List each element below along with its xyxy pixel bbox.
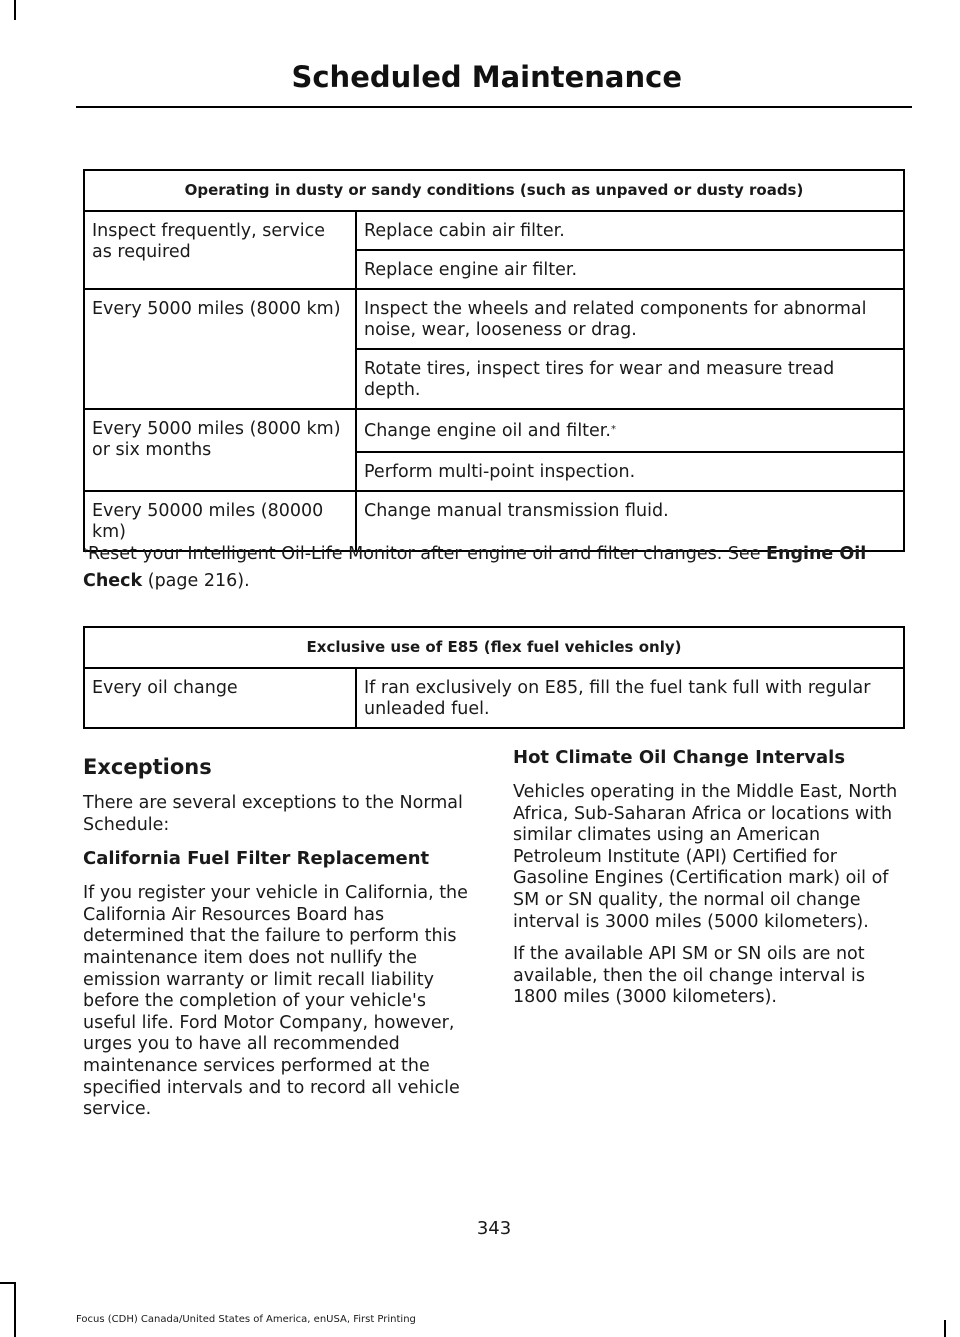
footnote-marker: * (83, 547, 88, 558)
table-cell-frequency: Every 5000 miles (8000 km) (84, 289, 356, 409)
hot-climate-column (513, 747, 905, 1020)
table-cell-frequency: Every 50000 miles (80000 km) (84, 491, 356, 551)
exceptions-column (83, 752, 475, 1132)
table-title: Exclusive use of E85 (flex fuel vehicles only) (84, 627, 904, 668)
crop-mark (0, 1282, 16, 1284)
page-header (76, 58, 912, 108)
subsection-heading: Hot Climate Oil Change Intervals (513, 747, 846, 768)
table-cell-frequency: Every 5000 miles (8000 km) or six months (84, 409, 356, 491)
table-title: Operating in dusty or sandy conditions (such as unpaved or dusty roads) (84, 170, 904, 211)
table-cell-action: Replace cabin air filter. (356, 211, 904, 250)
table-cell-action: Rotate tires, inspect tires for wear and measure tread depth. (356, 349, 904, 409)
page-number: 343 (476, 1218, 512, 1239)
table-cell-frequency: Inspect frequently, service as required (84, 211, 356, 289)
section-heading: Exceptions (83, 755, 212, 779)
footnote (83, 541, 905, 595)
page-reference: (page 216). (142, 571, 250, 591)
dusty-conditions-table (83, 169, 905, 552)
paragraph: If the available API SM or SN oils are not available, then the oil change interval is 1800 miles (3000 kilometers). (513, 944, 865, 1008)
crop-mark (944, 1320, 946, 1337)
page-title: Scheduled Maintenance (291, 60, 682, 94)
paragraph: Vehicles operating in the Middle East, North Africa, Sub-Saharan Africa or locations with similar climates using an American Petroleum Institute (API) Certified for Gasoline Engines (Certification mark) oil of SM or SN quality, the normal oil change interval is 3000 miles (5000 kilometers). (513, 782, 898, 932)
crop-mark (14, 0, 16, 20)
table-cell-action: Replace engine air filter. (356, 250, 904, 289)
crop-mark (14, 1282, 16, 1337)
paragraph: There are several exceptions to the Normal Schedule: (83, 793, 463, 835)
cross-reference-link[interactable]: Engine Oil Check (83, 544, 867, 591)
table-cell-action: Perform multi-point inspection. (356, 452, 904, 491)
table-cell-action: Change manual transmission fluid. (356, 491, 904, 551)
subsection-heading: California Fuel Filter Replacement (83, 848, 430, 870)
footnote-marker: * (610, 424, 616, 435)
e85-table (83, 626, 905, 729)
table-cell-action (356, 409, 904, 452)
table-cell-action: If ran exclusively on E85, fill the fuel tank full with regular unleaded fuel. (356, 668, 904, 728)
action-text: Change engine oil and filter. (364, 421, 611, 441)
table-cell-action: Inspect the wheels and related components for abnormal noise, wear, looseness or drag. (356, 289, 904, 349)
footer-text: Focus (CDH) Canada/United States of America, enUSA, First Printing (76, 1314, 416, 1325)
paragraph: If you register your vehicle in California, the California Air Resources Board has determined that the failure to perform this maintenance item does not nullify the emission warranty or limit recall liability before the completion of your vehicle's useful life. Ford Motor Company, however, urges you to have all recommended maintenance services performed at the specified intervals and to record all vehicle service. (83, 883, 468, 1120)
footnote-text: Reset your Intelligent Oil-Life Monitor after engine oil and filter changes. See (88, 544, 767, 564)
table-cell-frequency: Every oil change (84, 668, 356, 728)
